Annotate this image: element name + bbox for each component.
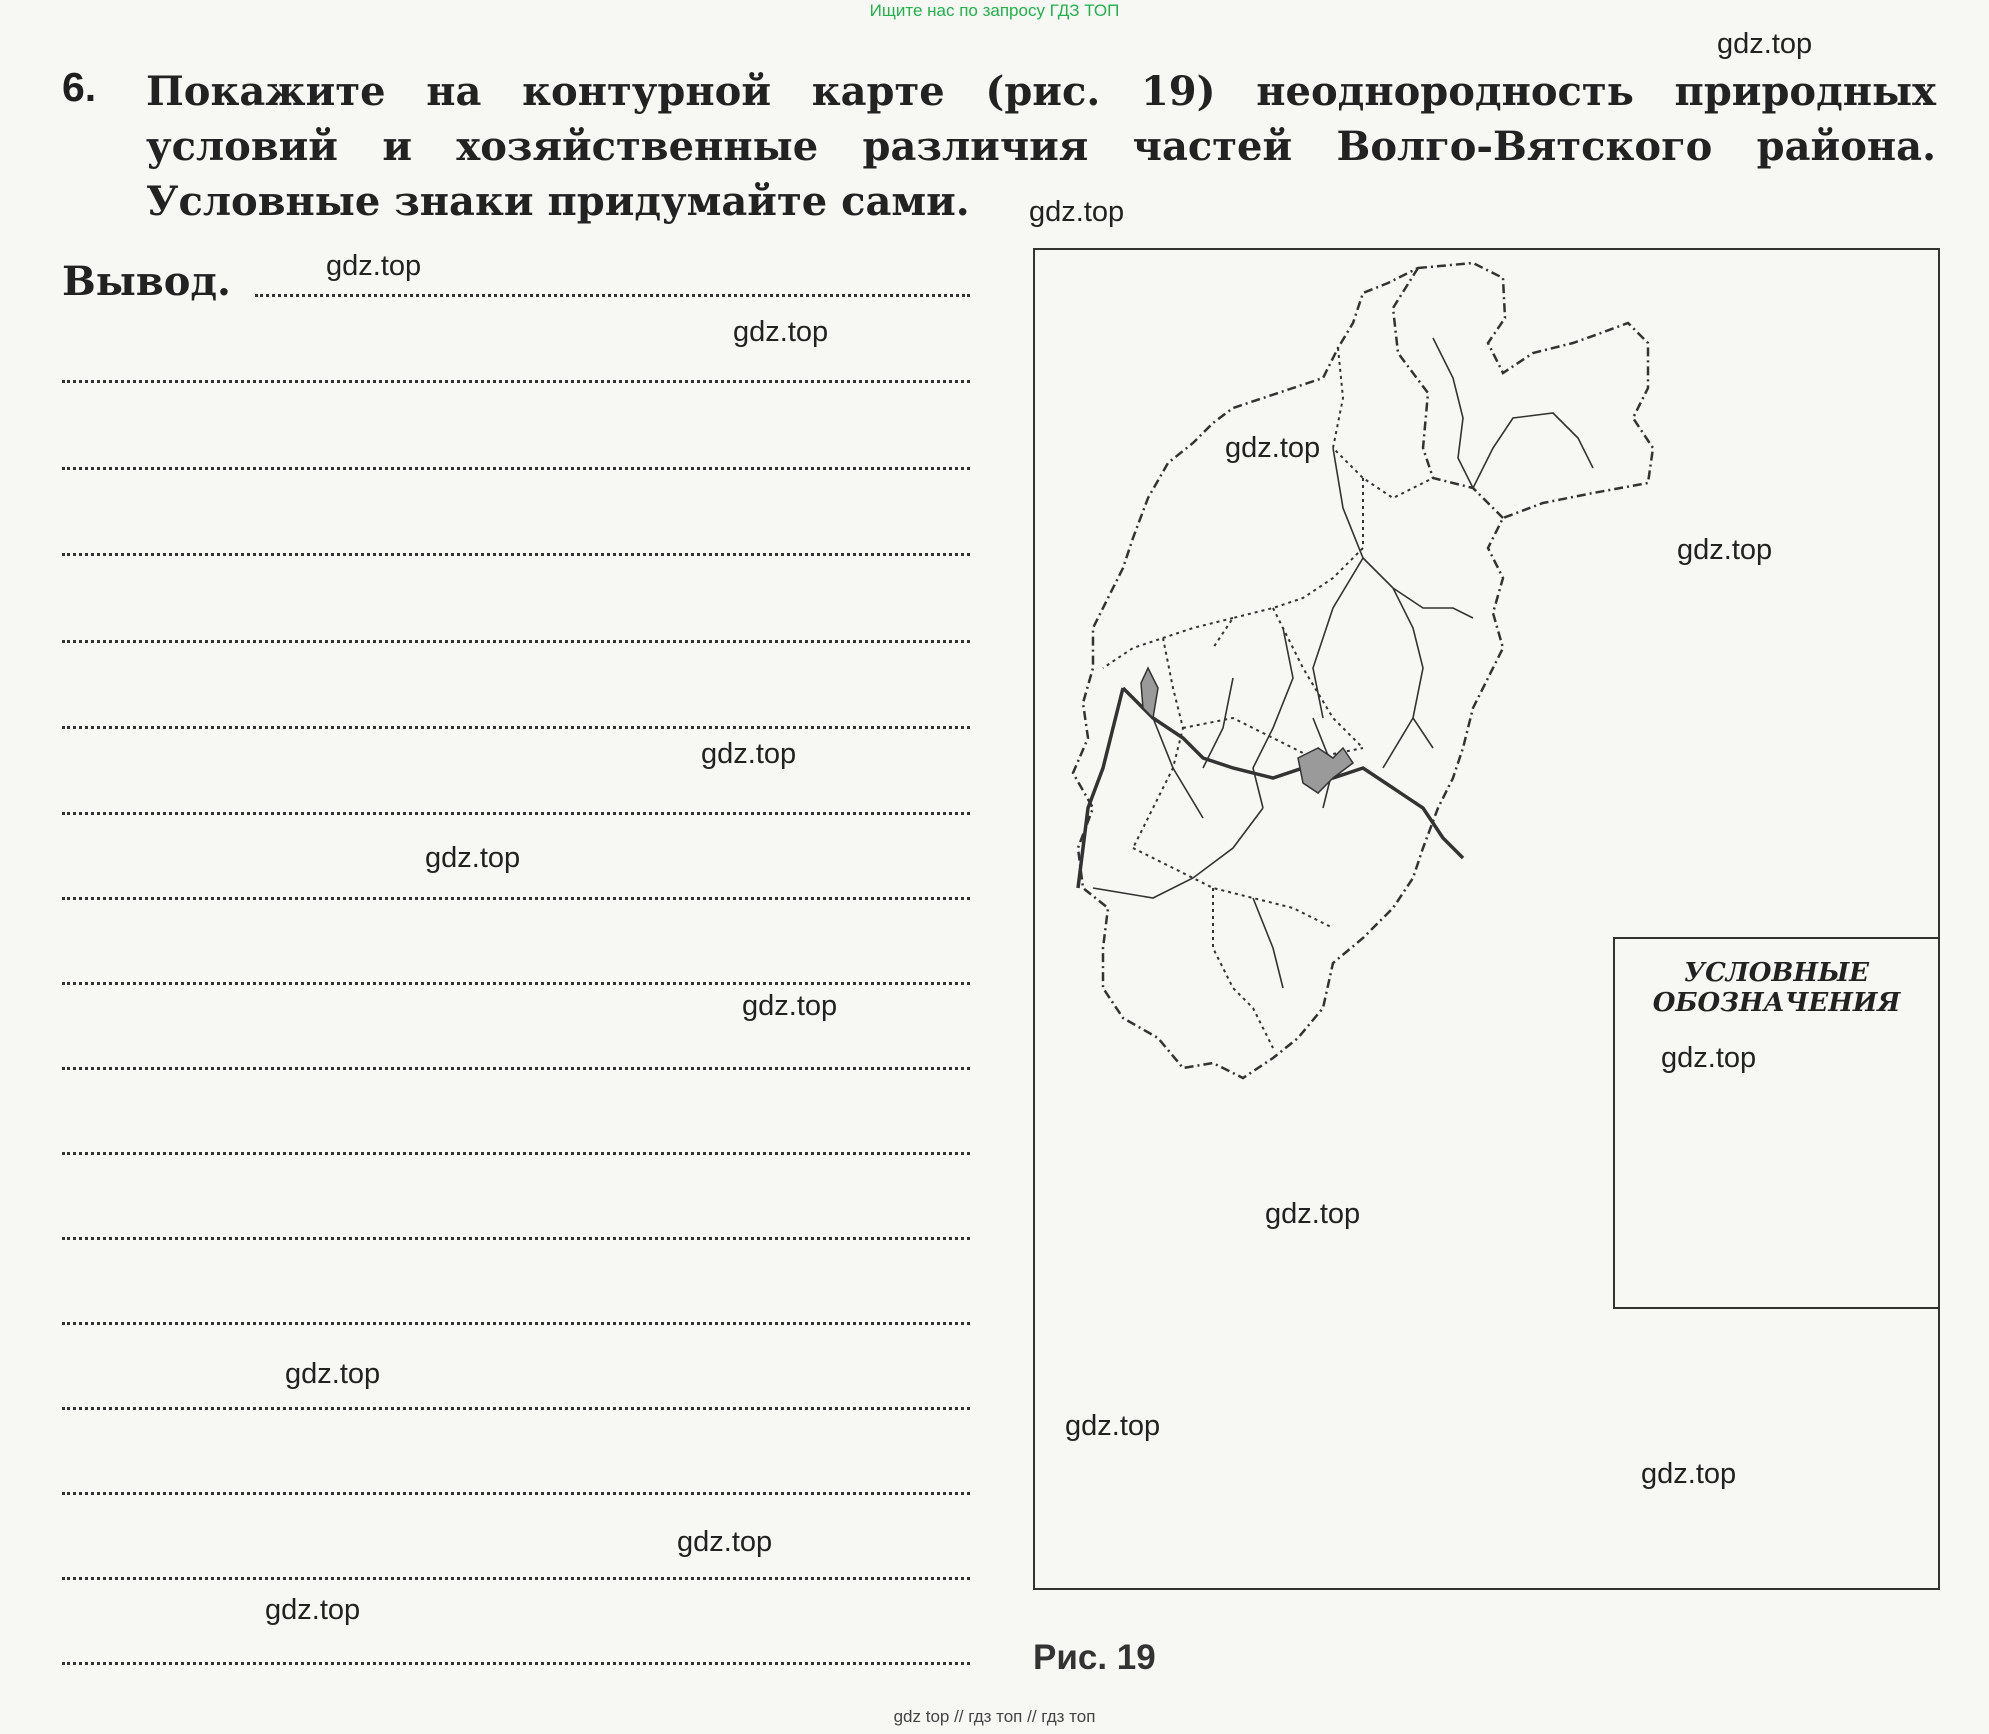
watermark: gdz.top xyxy=(1065,1410,1161,1442)
answer-line[interactable] xyxy=(255,294,970,297)
task-number: 6. xyxy=(62,64,97,110)
answer-line[interactable] xyxy=(62,380,970,383)
answer-line[interactable] xyxy=(62,1407,970,1410)
watermark: gdz.top xyxy=(1265,1198,1361,1230)
answer-line[interactable] xyxy=(62,1067,970,1070)
watermark: gdz.top xyxy=(1225,432,1321,464)
answer-line[interactable] xyxy=(62,1662,970,1665)
top-banner[interactable]: Ищите нас по запросу ГДЗ ТОП xyxy=(869,1,1120,20)
answer-line[interactable] xyxy=(62,726,970,729)
watermark: gdz.top xyxy=(1661,1042,1757,1074)
watermark: gdz.top xyxy=(265,1594,361,1626)
legend-title-line2: ОБОЗНАЧЕНИЯ xyxy=(1652,988,1901,1018)
conclusion-label: Вывод. xyxy=(62,258,231,305)
answer-line[interactable] xyxy=(62,1152,970,1155)
answer-line[interactable] xyxy=(62,897,970,900)
watermark: gdz.top xyxy=(733,316,829,348)
watermark: gdz.top xyxy=(1029,196,1125,228)
watermark: gdz.top xyxy=(1641,1458,1737,1490)
answer-line[interactable] xyxy=(62,1322,970,1325)
watermark: gdz.top xyxy=(326,250,422,282)
watermark: gdz.top xyxy=(701,738,797,770)
watermark: gdz.top xyxy=(1677,534,1773,566)
watermark: gdz.top xyxy=(425,842,521,874)
answer-line[interactable] xyxy=(62,640,970,643)
figure-caption: Рис. 19 xyxy=(1033,1638,1156,1677)
answer-line[interactable] xyxy=(62,1492,970,1495)
answer-line[interactable] xyxy=(62,982,970,985)
answer-line[interactable] xyxy=(62,1237,970,1240)
answer-line[interactable] xyxy=(62,467,970,470)
task-text: Покажите на контурной карте (рис. 19) неоднородность природных условий и хозяйственные различия частей Волго-Вятского района. Условные знаки придумайте сами. xyxy=(146,68,1936,225)
watermark: gdz.top xyxy=(742,990,838,1022)
watermark: gdz.top xyxy=(1717,28,1813,60)
answer-line[interactable] xyxy=(62,812,970,815)
answer-line[interactable] xyxy=(62,1577,970,1580)
region-border xyxy=(1073,263,1653,1078)
watermark: gdz.top xyxy=(677,1526,773,1558)
bottom-banner[interactable]: gdz top // гдз топ // гдз топ xyxy=(893,1707,1096,1726)
answer-line[interactable] xyxy=(62,553,970,556)
watermark: gdz.top xyxy=(285,1358,381,1390)
contour-map xyxy=(1033,248,1940,1590)
legend-title xyxy=(1613,958,1940,1018)
legend-title-line1: УСЛОВНЫЕ xyxy=(1683,958,1870,988)
